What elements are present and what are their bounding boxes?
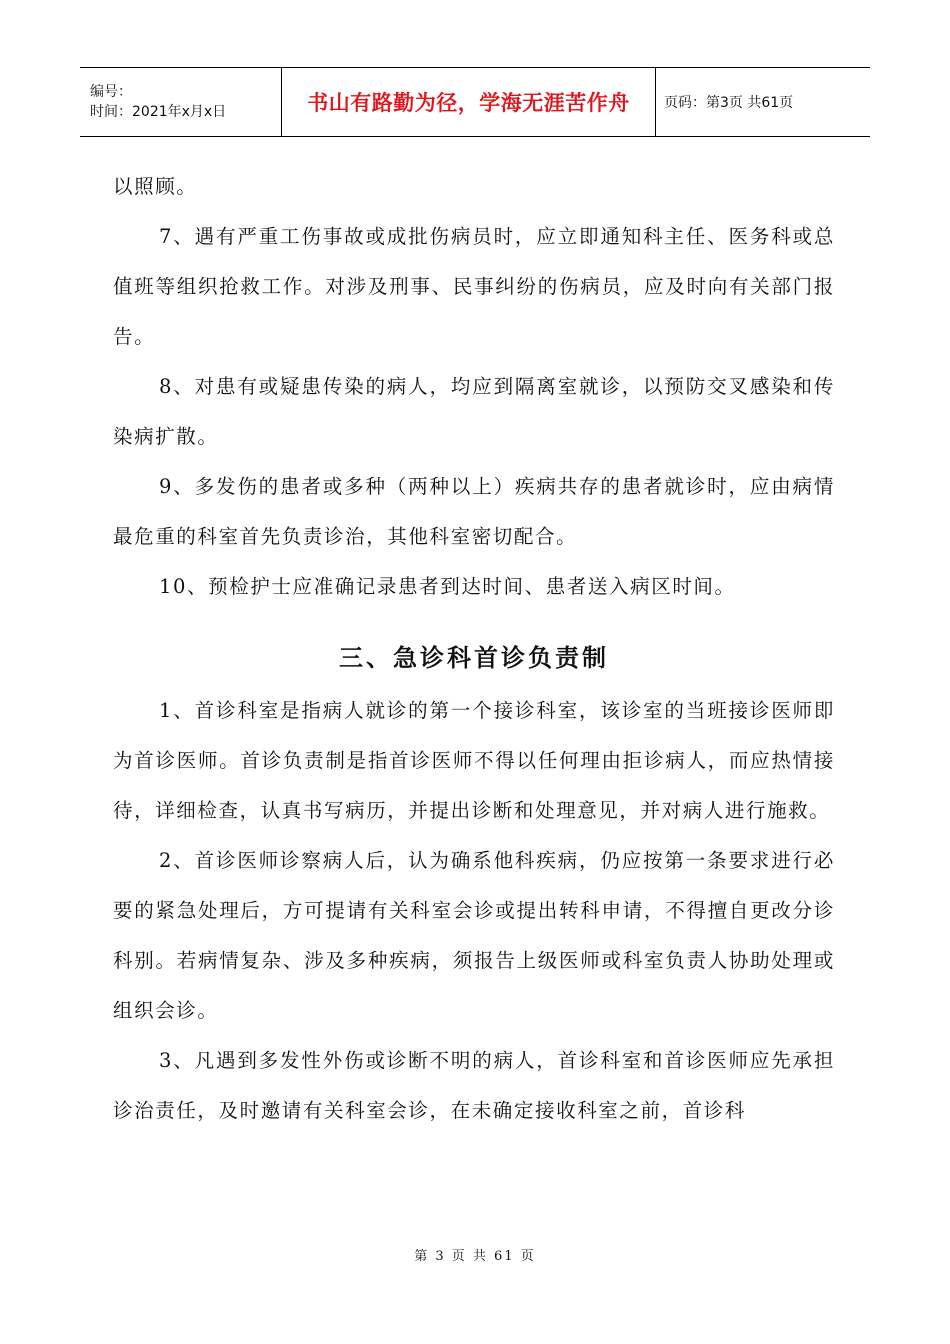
paragraph-section3-item-1: 1、首诊科室是指病人就诊的第一个接诊科室，该诊室的当班接诊医师即为首诊医师。首诊负责制是指首诊医师不得以任何理由拒诊病人，而应热情接待，详细检查，认真书写病历，并提出诊断和处理意见，并对病人进行施救。 (113, 699, 835, 822)
paragraph-item-9: 9、多发伤的患者或多种（两种以上）疾病共存的患者就诊时，应由病情最危重的科室首先负责诊治，其他科室密切配合。 (113, 475, 835, 548)
paragraph-section3-item-2: 2、首诊医师诊察病人后，认为确系他科疾病，仍应按第一条要求进行必要的紧急处理后，方可提请有关科室会诊或提出转科申请，不得擅自更改分诊科别。若病情复杂、涉及多种疾病，须报告上级医师或科室负责人协助处理或组织会诊。 (113, 849, 835, 1022)
document-body (113, 162, 835, 1136)
page-header (80, 67, 870, 137)
section-title: 三、急诊科首诊负责制 (339, 644, 609, 672)
header-motto: 书山有路勤为径，学海无涯苦作舟 (281, 68, 656, 136)
section-spacer (113, 612, 835, 636)
header-page-label: 页码：第3页 共61页 (664, 95, 794, 111)
header-meta (80, 68, 281, 136)
paragraph-item-8: 8、对患有或疑患传染的病人，均应到隔离室就诊，以预防交叉感染和传染病扩散。 (113, 375, 835, 448)
paragraph-item-7: 7、遇有严重工伤事故或成批伤病员时，应立即通知科主任、医务科或总值班等组织抢救工作。对涉及刑事、民事纠纷的伤病员，应及时向有关部门报告。 (113, 225, 835, 348)
document-number-label: 编号： (90, 84, 132, 100)
paragraph-section3-item-3: 3、凡遇到多发性外伤或诊断不明的病人，首诊科室和首诊医师应先承担诊治责任，及时邀请有关科室会诊，在未确定接收科室之前，首诊科 (113, 1049, 835, 1122)
paragraph-item-10: 10、预检护士应准确记录患者到达时间、患者送入病区时间。 (159, 575, 736, 598)
document-date-label: 时间：2021年x月x日 (90, 104, 227, 120)
page-footer: 第 3 页 共 61 页 (414, 1249, 536, 1264)
paragraph-continuation: 以照顾。 (113, 175, 198, 198)
